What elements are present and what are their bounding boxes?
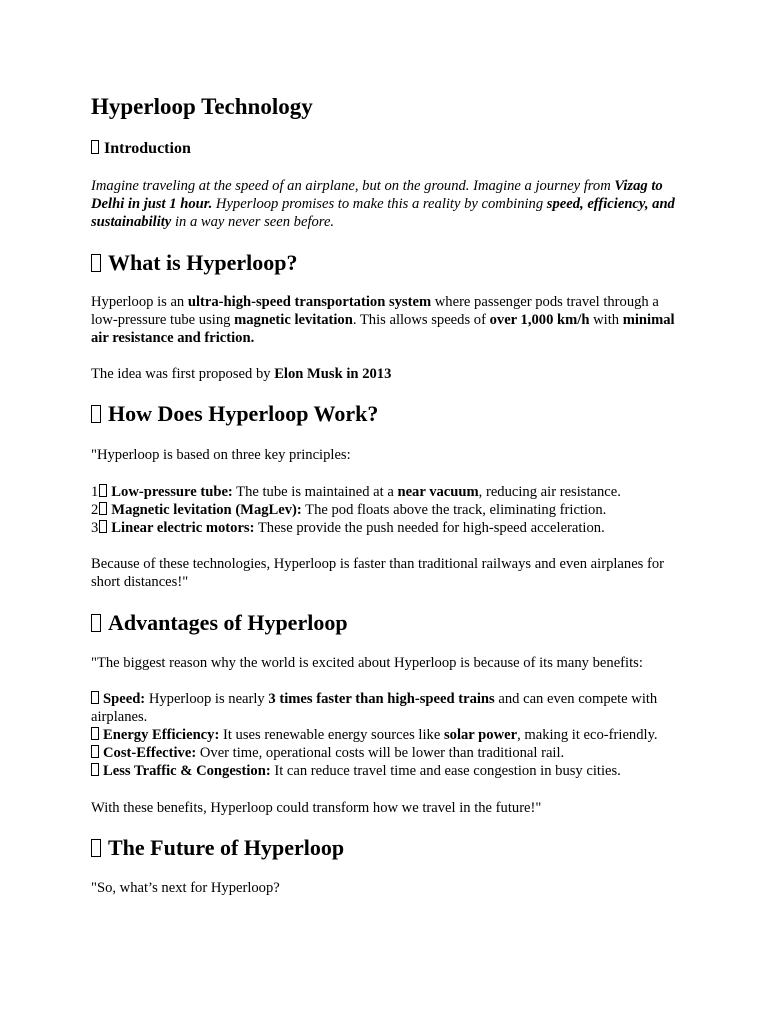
advantages-list [91,690,683,780]
intro-text-3: in a way never seen before. [171,214,335,230]
missing-glyph-icon [91,140,99,154]
list-number: 3 [91,520,99,536]
what-bold-1: ultra-high-speed transportation system [187,294,432,310]
future-heading-text: The Future of Hyperloop [108,835,345,860]
advantage-label: Less Traffic & Congestion: [103,763,271,779]
list-number: 2 [91,502,99,518]
missing-glyph-icon [91,763,99,776]
what-text-3: . This allows speeds of [352,312,490,328]
what-text-1: Hyperloop is an [91,294,188,310]
what-paragraph-1 [91,293,683,347]
list-item [91,501,683,519]
what-bold-2: magnetic levitation [234,312,353,328]
future-intro: "So, what’s next for Hyperloop? [91,880,280,896]
what2-text-1: The idea was first proposed by [91,366,275,382]
intro-heading-text: Introduction [104,140,191,157]
intro-paragraph [91,177,683,231]
what-bold-4: minimal air resistance and friction. [91,312,675,346]
principle-label: Linear electric motors: [111,520,255,536]
principle-label: Low-pressure tube: [111,484,233,500]
missing-glyph-icon [99,520,107,533]
principle-text-1: These provide the push needed for high-speed acceleration. [254,520,605,536]
intro-text-1: Imagine traveling at the speed of an airplane, but on the ground. Imagine a journey from [91,178,615,194]
principles-list [91,483,683,537]
missing-glyph-icon [91,405,101,423]
missing-glyph-icon [91,691,99,704]
what-bold-3: over 1,000 km/h [489,312,590,328]
what2-bold-1: Elon Musk in 2013 [274,366,392,382]
principle-text-1: The tube is maintained at a [232,484,398,500]
missing-glyph-icon [91,727,99,740]
list-number: 1 [91,484,99,500]
list-item [91,519,683,537]
how-outro: Because of these technologies, Hyperloop is faster than traditional railways and even airplanes for short distances!" [91,556,665,590]
list-item [91,726,683,744]
advantages-intro: "The biggest reason why the world is excited about Hyperloop is because of its many benefits: [91,655,643,671]
advantage-text-1: Over time, operational costs will be lower than traditional rail. [196,745,565,761]
missing-glyph-icon [99,484,107,497]
how-heading-text: How Does Hyperloop Work? [108,401,379,426]
missing-glyph-icon [91,839,101,857]
advantage-text-1: Hyperloop is nearly [145,691,269,707]
how-intro: "Hyperloop is based on three key principles: [91,447,351,463]
principle-text-1: The pod floats above the track, eliminating friction. [301,502,607,518]
principle-text-2: , reducing air resistance. [478,484,621,500]
advantages-outro: With these benefits, Hyperloop could transform how we travel in the future!" [91,800,542,816]
how-heading [91,400,683,428]
advantage-text-2: and can even compete with airplanes. [91,691,658,725]
missing-glyph-icon [91,614,101,632]
advantages-heading [91,609,683,637]
what-text-2: where passenger pods travel through a low-pressure tube using [91,294,659,328]
what-heading [91,249,683,277]
advantage-bold: 3 times faster than high-speed trains [268,691,495,707]
missing-glyph-icon [91,745,99,758]
missing-glyph-icon [99,502,107,515]
list-item [91,483,683,501]
intro-heading [91,139,683,159]
advantage-label: Energy Efficiency: [103,727,220,743]
advantage-text-2: , making it eco-friendly. [517,727,658,743]
missing-glyph-icon [91,254,101,272]
advantage-label: Speed: [103,691,146,707]
future-heading [91,834,683,862]
list-item [91,762,683,780]
advantage-text-1: It uses renewable energy sources like [219,727,444,743]
advantage-label: Cost-Effective: [103,745,197,761]
intro-text-2: Hyperloop promises to make this a reality by combining [212,196,547,212]
list-item [91,744,683,762]
what-heading-text: What is Hyperloop? [108,250,298,275]
intro-bold-2: speed, efficiency, and sustainability [91,196,675,230]
page-title: Hyperloop Technology [91,94,313,119]
what-text-4: with [589,312,623,328]
advantages-heading-text: Advantages of Hyperloop [108,610,348,635]
list-item [91,690,683,726]
advantage-bold: solar power [443,727,518,743]
advantage-text-1: It can reduce travel time and ease congestion in busy cities. [270,763,621,779]
intro-bold-1: Vizag to Delhi in just 1 hour. [91,178,663,212]
principle-label: Magnetic levitation (MagLev): [111,502,302,518]
what-paragraph-2 [91,365,683,383]
principle-bold: near vacuum [397,484,479,500]
